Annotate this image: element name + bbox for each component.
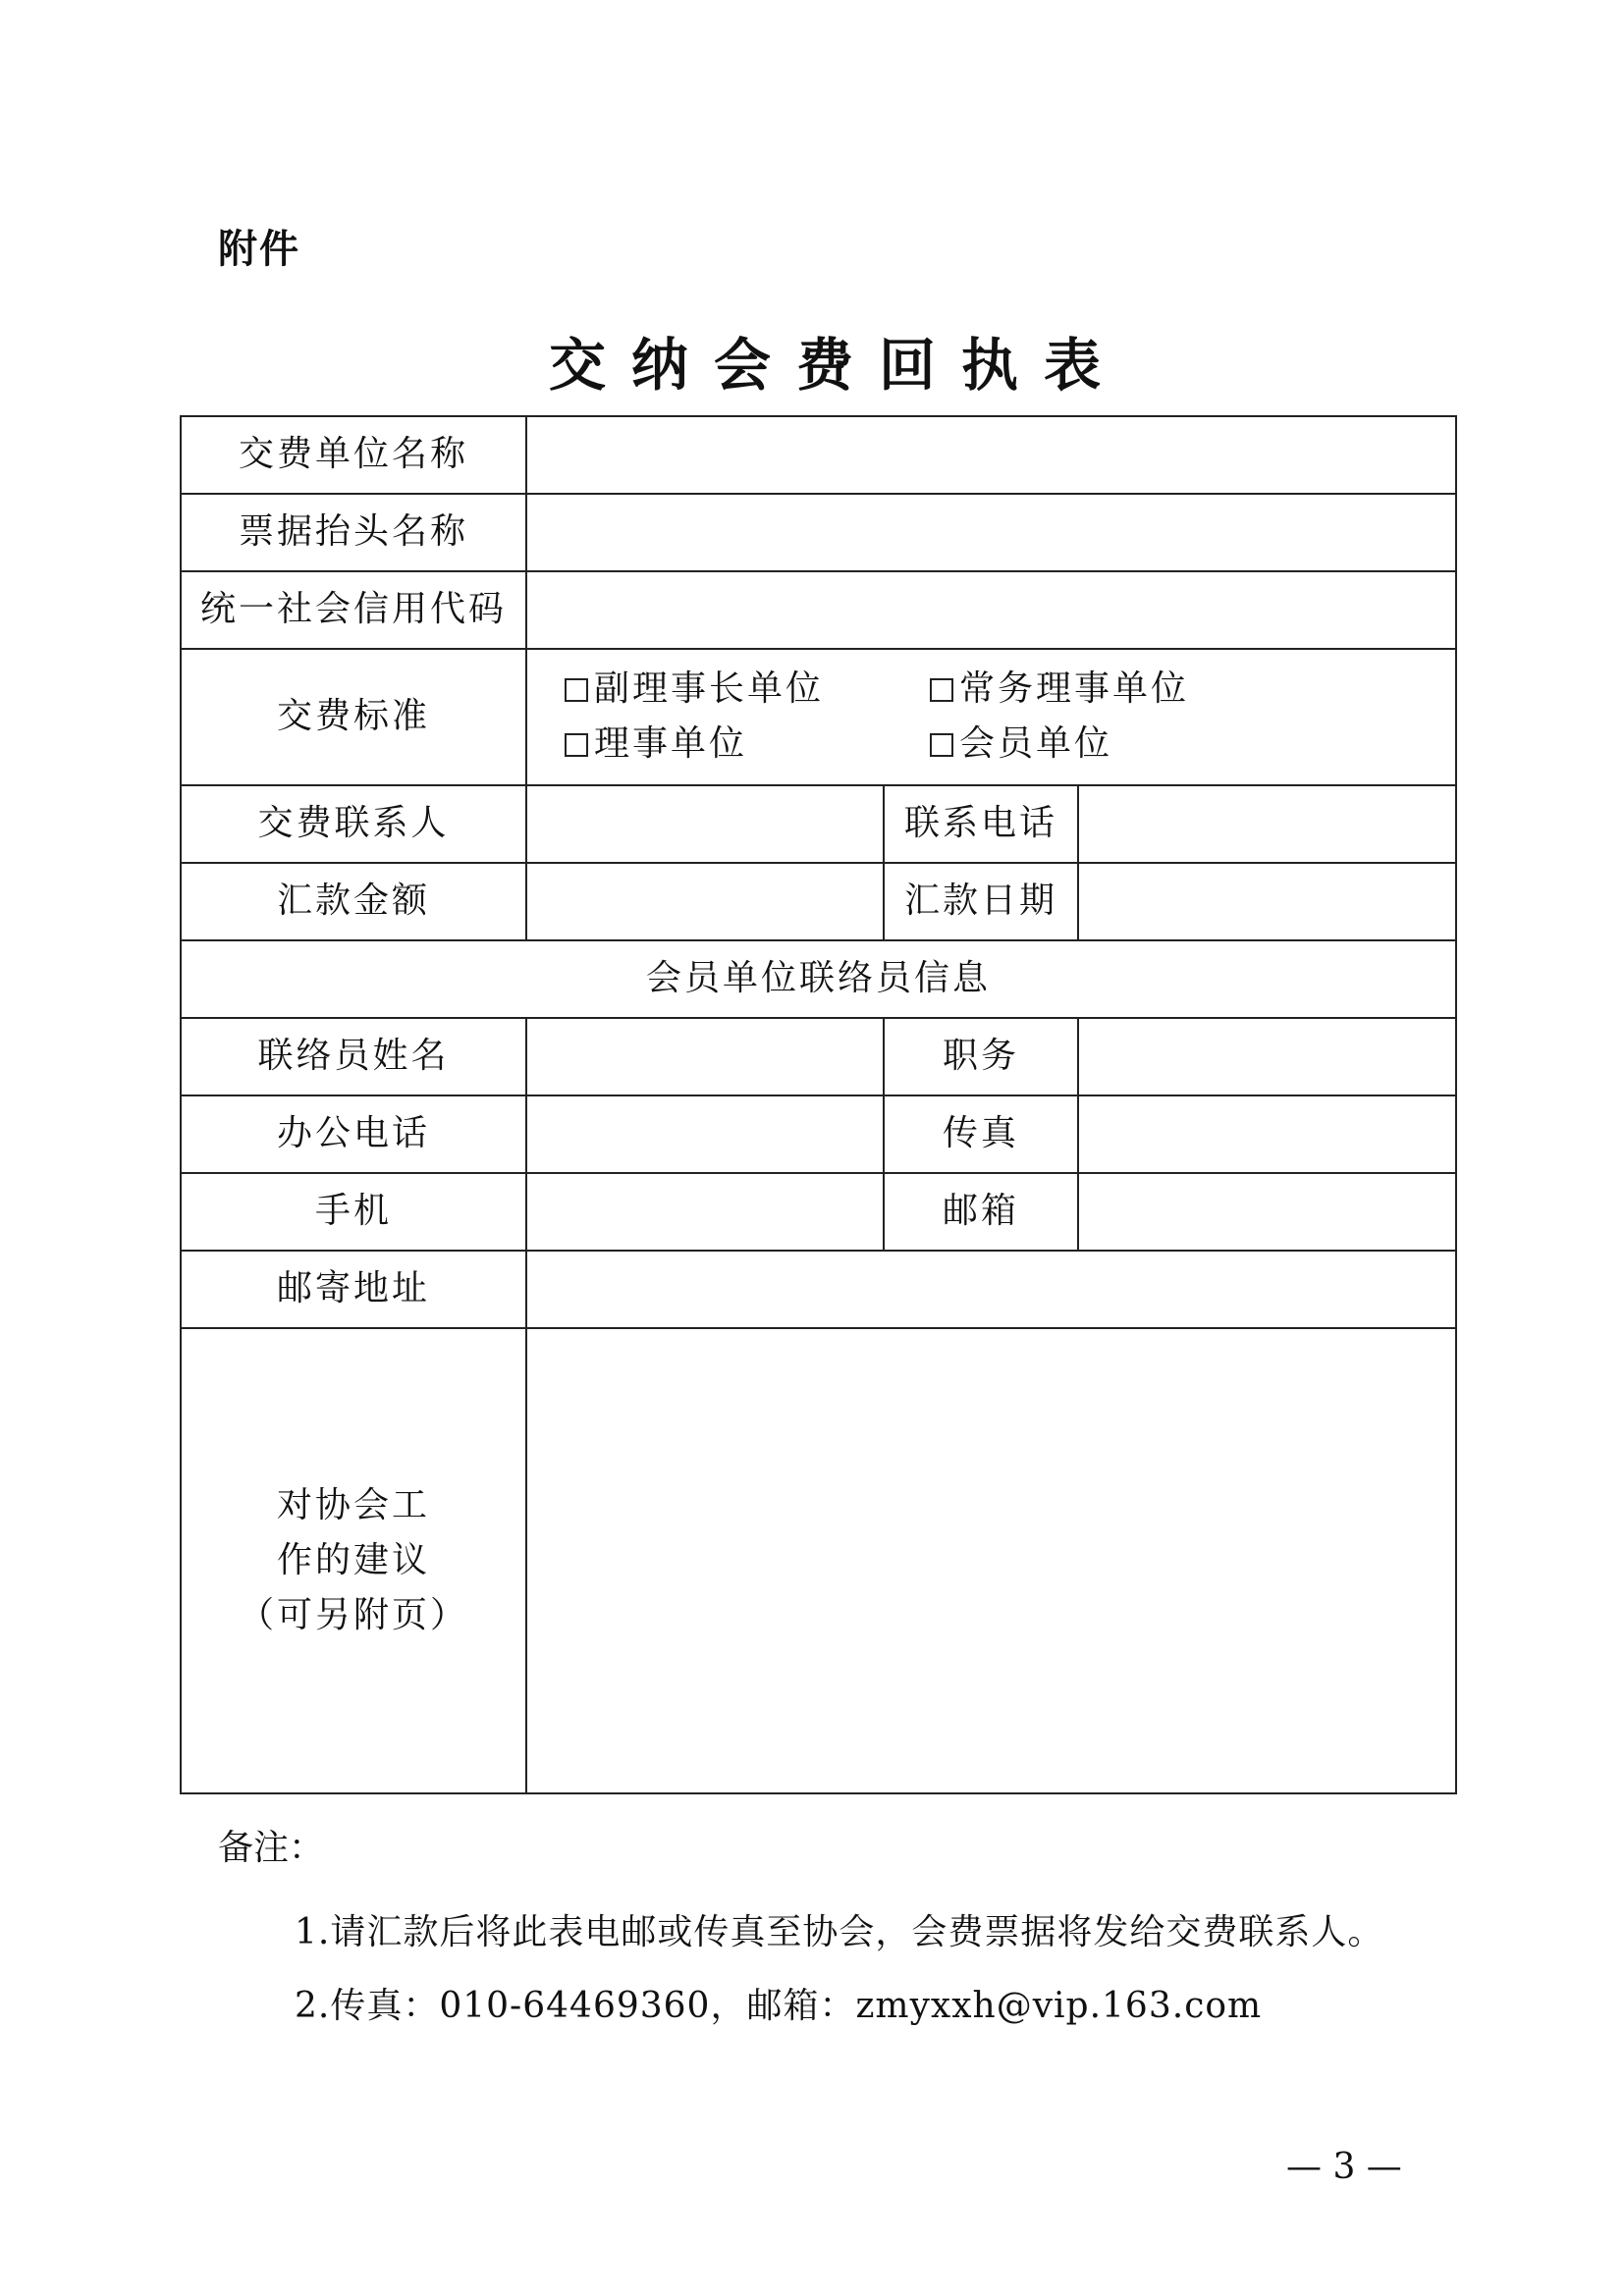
amount-label: 汇款金额 <box>181 863 526 940</box>
liaison-section-header: 会员单位联络员信息 <box>181 940 1456 1018</box>
remit-date-field[interactable] <box>1078 863 1456 940</box>
option-label: 常务理事单位 <box>959 668 1190 710</box>
email-field[interactable] <box>1078 1173 1456 1251</box>
contact-person-label: 交费联系人 <box>181 785 526 863</box>
checkbox-icon[interactable] <box>565 678 588 702</box>
page-number: — 3 — <box>1286 2147 1402 2187</box>
position-label: 职务 <box>884 1018 1078 1095</box>
fee-standard-label: 交费标准 <box>181 649 526 785</box>
suggestion-label <box>181 1328 526 1793</box>
option-director[interactable] <box>565 721 930 769</box>
email-label: 邮箱 <box>884 1173 1078 1251</box>
remit-date-label: 汇款日期 <box>884 863 1078 940</box>
position-field[interactable] <box>1078 1018 1456 1095</box>
address-field[interactable] <box>526 1251 1456 1328</box>
option-label: 副理事长单位 <box>594 668 825 710</box>
office-phone-field[interactable] <box>526 1095 884 1173</box>
checkbox-icon[interactable] <box>930 678 953 702</box>
unit-name-label: 交费单位名称 <box>181 416 526 494</box>
suggestion-line-3: （可另附页） <box>238 1595 468 1635</box>
suggestion-field[interactable] <box>526 1328 1456 1793</box>
suggestion-line-1: 对协会工 <box>276 1485 430 1525</box>
contact-person-field[interactable] <box>526 785 884 863</box>
amount-field[interactable] <box>526 863 884 940</box>
credit-code-label: 统一社会信用代码 <box>181 571 526 649</box>
address-label: 邮寄地址 <box>181 1251 526 1328</box>
invoice-title-label: 票据抬头名称 <box>181 494 526 571</box>
fax-label: 传真 <box>884 1095 1078 1173</box>
attachment-label: 附件 <box>218 227 300 272</box>
checkbox-icon[interactable] <box>565 733 588 757</box>
receipt-form-table <box>180 415 1457 1794</box>
option-member[interactable] <box>930 721 1295 769</box>
contact-phone-label: 联系电话 <box>884 785 1078 863</box>
note-item-1: 1.请汇款后将此表电邮或传真至协会，会费票据将发给交费联系人。 <box>295 1912 1384 1952</box>
mobile-field[interactable] <box>526 1173 884 1251</box>
note-item-2: 2.传真：010-64469360，邮箱：zmyxxh@vip.163.com <box>295 1986 1263 2026</box>
checkbox-icon[interactable] <box>930 733 953 757</box>
contact-phone-field[interactable] <box>1078 785 1456 863</box>
office-phone-label: 办公电话 <box>181 1095 526 1173</box>
liaison-name-label: 联络员姓名 <box>181 1018 526 1095</box>
suggestion-line-2: 作的建议 <box>276 1540 430 1580</box>
form-title: 交纳会费回执表 <box>548 332 1126 399</box>
option-label: 理事单位 <box>594 723 748 765</box>
fee-standard-options <box>526 649 1456 785</box>
credit-code-field[interactable] <box>526 571 1456 649</box>
option-executive-director[interactable] <box>930 666 1295 714</box>
invoice-title-field[interactable] <box>526 494 1456 571</box>
option-label: 会员单位 <box>959 723 1113 765</box>
liaison-name-field[interactable] <box>526 1018 884 1095</box>
fax-field[interactable] <box>1078 1095 1456 1173</box>
option-vice-chairman[interactable] <box>565 666 930 714</box>
mobile-label: 手机 <box>181 1173 526 1251</box>
unit-name-field[interactable] <box>526 416 1456 494</box>
notes-label: 备注： <box>218 1828 325 1868</box>
